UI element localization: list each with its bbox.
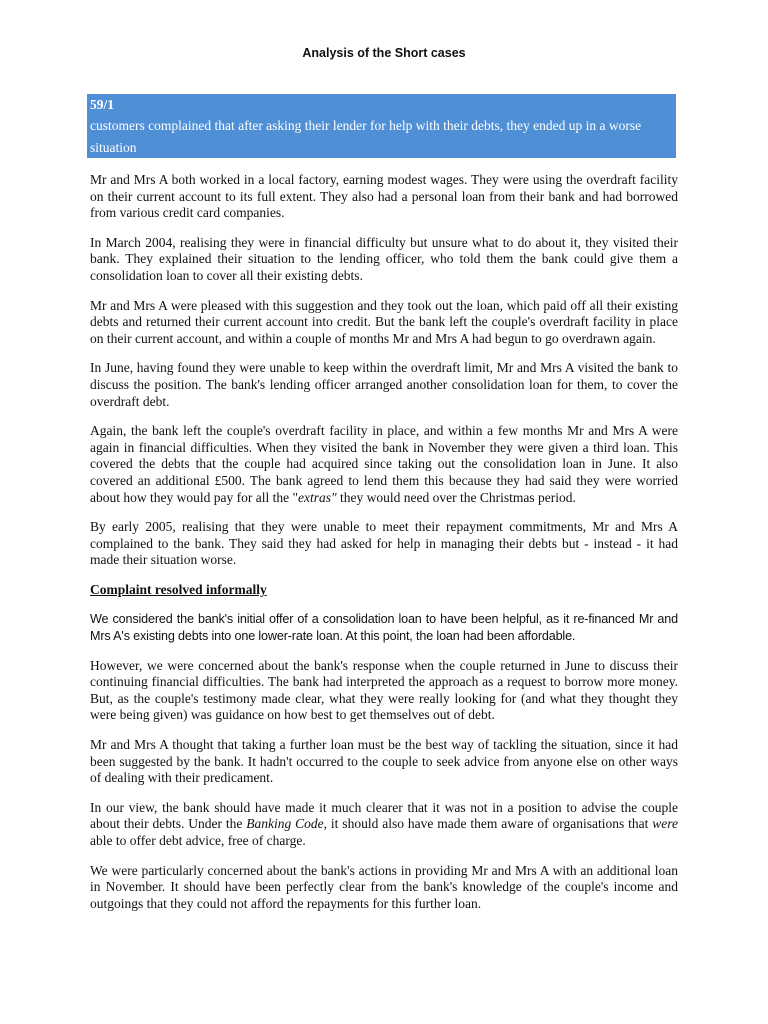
banking-code-term: Banking Code [246,816,324,832]
paragraph-initial-offer: We considered the bank's initial offer of a consolidation loan to have been helpful, as it re-financed Mr and Mrs A's existing debts into one lower-rate loan. At this point, the loan had been affordable. [90,612,678,644]
paragraph-november-concern: We were particularly concerned about the bank's actions in providing Mr and Mrs A with an additional loan in November. It should have been perfectly clear from the bank's knowledge of the couple's income and outgoings that they could not afford the repayments for this further loan. [90,862,678,911]
page-title: Analysis of the Short cases [302,46,466,60]
paragraph-complaint: By early 2005, realising that they were unable to meet their repayment commitments, Mr and Mrs A complained to the bank. They said they had asked for help in managing their debts but - instead - it had made their situation worse. [90,519,678,568]
paragraph-couple-view: Mr and Mrs A thought that taking a further loan must be the best way of tackling the situation, since it had been suggested by the bank. It hadn't occurred to the couple to seek advice from anyone else on other ways of dealing with their predicament. [90,737,678,786]
case-summary: customers complained that after asking their lender for help with their debts, they ended up in a worse situation [90,118,642,155]
case-header-box [87,94,676,158]
paragraph-november-loan [90,423,678,506]
were-emphasis: were [652,816,678,832]
paragraph-banking-code-text-a: In our view, the bank should have made it much clearer that it was not in a position to advise the couple about their debts. Under the [90,799,678,832]
extras-quote: extras" [297,489,337,505]
paragraph-background: Mr and Mrs A both worked in a local factory, earning modest wages. They were using the overdraft facility on their current account to its full extent. They also had a personal loan from their bank and had borrowed from various credit card companies. [90,172,678,221]
paragraph-banking-code-text-b: , it should also have made them aware of organisations that [323,816,653,832]
paragraph-november-loan-text-a: Again, the bank left the couple's overdraft facility in place, and within a few months Mr and Mrs A were again in financial difficulties. When they visited the bank in November they were given a third loan. This covered the debts that the couple had acquired since taking out the consolidation loan in June. It also covered an additional £500. The bank agreed to lend them this because they had said they were worried about how they would pay for all the " [90,423,678,505]
paragraph-first-loan: Mr and Mrs A were pleased with this suggestion and they took out the loan, which paid off all their existing debts and returned their current account into credit. But the bank left the couple's overdraft facility in place on their current account, and within a couple of months Mr and Mrs A had begun to go overdrawn again. [90,297,678,346]
section-heading: Complaint resolved informally [90,581,267,597]
paragraph-banking-code-text-c: able to offer debt advice, free of charge. [90,833,306,848]
paragraph-first-visit: In March 2004, realising they were in financial difficulty but unsure what to do about it, they visited their bank. They explained their situation to the lending officer, who told them the bank could give them a consolidation loan to cover all their existing debts. [90,234,678,283]
case-number: 59/1 [90,97,115,112]
paragraph-banking-code [90,800,678,850]
paragraph-november-loan-text-b: they would need over the Christmas period. [336,489,576,505]
case-body [90,172,678,925]
paragraph-june-concern: However, we were concerned about the bank's response when the couple returned in June to discuss their continuing financial difficulties. The bank had interpreted the approach as a request to borrow more money. But, as the couple's testimony made clear, what they were really looking for (and what they thought they were being given) was guidance on how best to get themselves out of debt. [90,657,678,723]
paragraph-june-loan: In June, having found they were unable to keep within the overdraft limit, Mr and Mrs A visited the bank to discuss the position. The bank's lending officer arranged another consolidation loan for them, to cover the overdraft debt. [90,360,678,409]
